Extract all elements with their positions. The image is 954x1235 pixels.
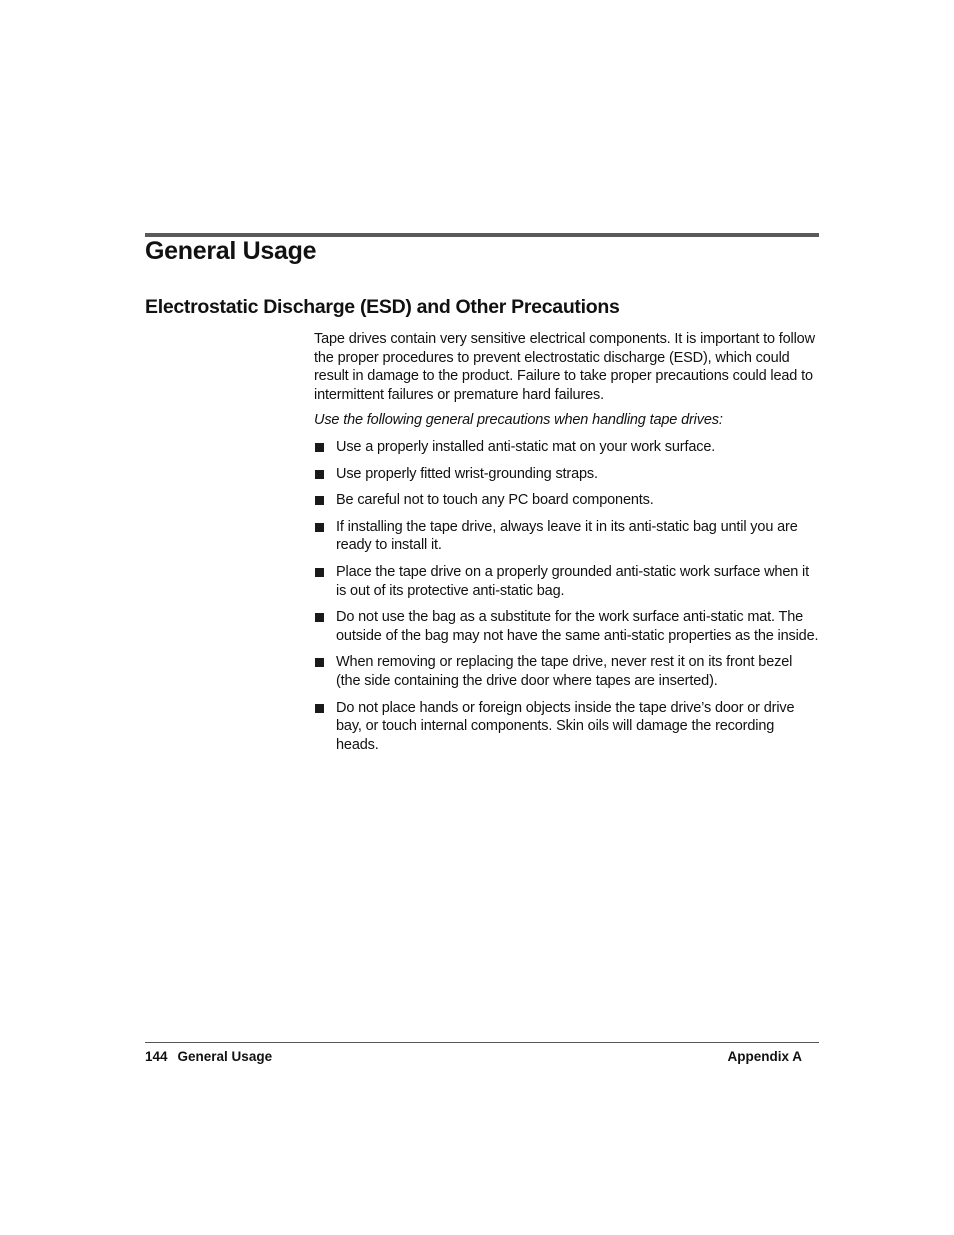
square-bullet-icon bbox=[315, 658, 324, 667]
list-item-text: Be careful not to touch any PC board components. bbox=[336, 492, 654, 509]
list-item-text: Use a properly installed anti-static mat on your work surface. bbox=[336, 438, 716, 455]
footer-appendix-label: Appendix A bbox=[727, 1049, 802, 1064]
intro-paragraph: Tape drives contain very sensitive electrical components. It is important to follow the proper procedures to prevent electrostatic discharge (ESD), which could result in damage to the product. Failure to take proper precautions could lead to intermittent failures or premature hard failures. bbox=[314, 331, 815, 403]
list-item-text: If installing the tape drive, always leave it in its anti-static bag until you are ready to install it. bbox=[336, 518, 798, 554]
precautions-lead: Use the following general precautions when handling tape drives: bbox=[314, 412, 723, 429]
list-item bbox=[314, 563, 820, 600]
list-item bbox=[314, 608, 820, 645]
section-body bbox=[314, 330, 820, 762]
list-item-text: Do not place hands or foreign objects inside the tape drive’s door or drive bay, or touch internal components. Skin oils will damage the recording heads. bbox=[336, 699, 795, 753]
chapter-title: General Usage bbox=[145, 237, 317, 265]
square-bullet-icon bbox=[315, 523, 324, 532]
precautions-list bbox=[314, 438, 820, 754]
list-item-text: Use properly fitted wrist-grounding straps. bbox=[336, 465, 598, 482]
list-item bbox=[314, 699, 820, 755]
page-number: 144 bbox=[145, 1049, 168, 1064]
square-bullet-icon bbox=[315, 443, 324, 452]
footer-rule bbox=[145, 1042, 819, 1043]
square-bullet-icon bbox=[315, 568, 324, 577]
list-item-text: Place the tape drive on a properly grounded anti-static work surface when it is out of its protective anti-static bag. bbox=[336, 563, 810, 599]
list-item-text: Do not use the bag as a substitute for the work surface anti-static mat. The outside of the bag may not have the same anti-static properties as the inside. bbox=[336, 609, 819, 644]
square-bullet-icon bbox=[315, 613, 324, 622]
list-item bbox=[314, 518, 820, 555]
section-title: Electrostatic Discharge (ESD) and Other Precautions bbox=[145, 296, 620, 318]
footer-section-label: General Usage bbox=[177, 1049, 273, 1064]
list-item bbox=[314, 653, 820, 690]
square-bullet-icon bbox=[315, 470, 324, 479]
list-item-text: When removing or replacing the tape drive, never rest it on its front bezel (the side containing the drive door where tapes are inserted). bbox=[336, 654, 793, 689]
footer-left bbox=[145, 1047, 272, 1067]
list-item bbox=[314, 491, 820, 510]
square-bullet-icon bbox=[315, 496, 324, 505]
square-bullet-icon bbox=[315, 704, 324, 713]
list-item bbox=[314, 438, 820, 457]
list-item bbox=[314, 465, 820, 484]
